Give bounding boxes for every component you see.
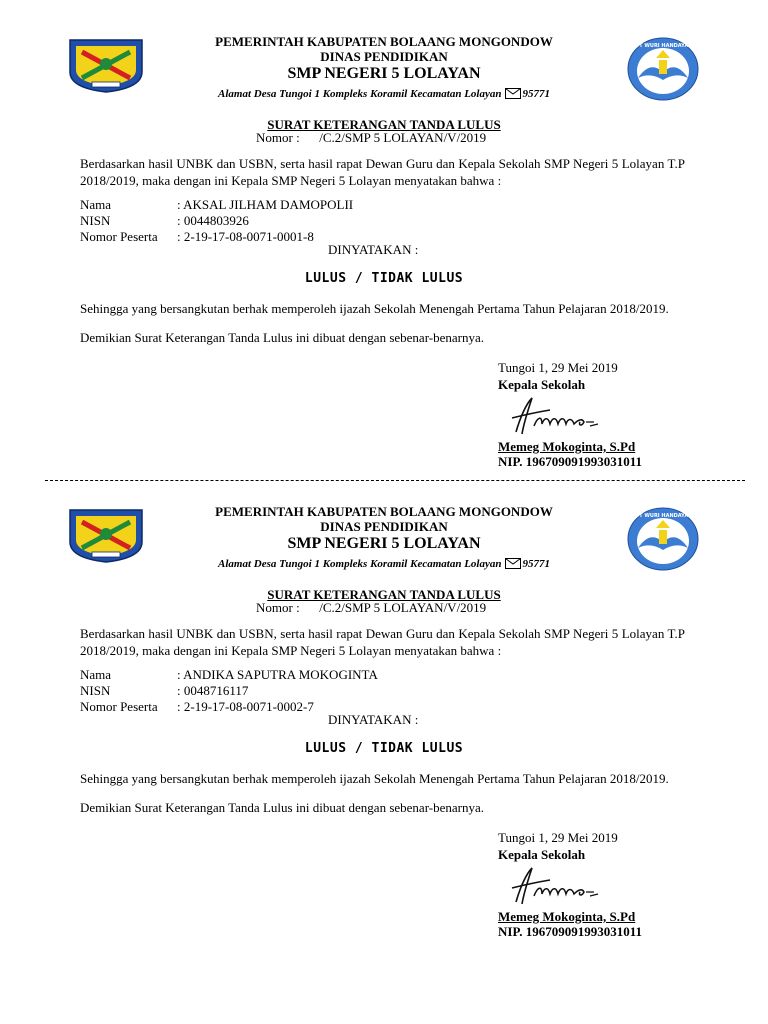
- principal-nip: NIP. 196709091993031011: [498, 924, 642, 939]
- certificate-1: [0, 0, 768, 470]
- student-identity: [80, 197, 353, 245]
- letter-number-label: Nomor :: [256, 130, 300, 145]
- principal-position: Kepala Sekolah: [498, 377, 586, 392]
- intro-paragraph: Berdasarkan hasil UNBK dan USBN, serta hasil rapat Dewan Guru dan Kepala Sekolah SMP Negeri 5 Lolayan T.P 2018/2019, maka dengan ini Kepala SMP Negeri 5 Lolayan menyatakan bahwa :: [80, 156, 685, 188]
- student-identity: [80, 667, 378, 715]
- address-text: Alamat Desa Tungoi 1 Kompleks Koramil Kecamatan Lolayan: [218, 88, 502, 100]
- closing-paragraph: Sehingga yang bersangkutan berhak memperoleh ijazah Sekolah Menengah Pertama Tahun Pelajaran 2018/2019.: [80, 301, 669, 316]
- nisn-label: NISN: [80, 683, 111, 698]
- letter-number: [256, 130, 486, 145]
- letter-number-value: /C.2/SMP 5 LOLAYAN/V/2019: [319, 600, 487, 615]
- letterhead-address: [150, 557, 618, 572]
- envelope-icon: [505, 558, 521, 569]
- closing-paragraph: Sehingga yang bersangkutan berhak memperoleh ijazah Sekolah Menengah Pertama Tahun Pelajaran 2018/2019.: [80, 771, 669, 786]
- student-exam-number-row: [80, 229, 353, 245]
- principal-name: Memeg Mokoginta, S.Pd: [498, 909, 636, 924]
- name-label: Nama: [80, 197, 112, 212]
- letterhead: [150, 34, 618, 102]
- principal-nip: NIP. 196709091993031011: [498, 454, 642, 469]
- closing-statement: Demikian Surat Keterangan Tanda Lulus ini dibuat dengan sebenar-benarnya.: [80, 330, 484, 345]
- graduation-result: LULUS / TIDAK LULUS: [304, 271, 464, 286]
- letterhead-department: DINAS PENDIDIKAN: [320, 519, 448, 534]
- postal-code: 95771: [522, 558, 550, 570]
- place-date: Tungoi 1, 29 Mei 2019: [498, 830, 618, 845]
- exam-number-label: Nomor Peserta: [80, 699, 158, 714]
- certificate-title: SURAT KETERANGAN TANDA LULUS: [267, 117, 501, 132]
- student-name-row: [80, 667, 378, 683]
- postal-code: 95771: [522, 88, 550, 100]
- regency-shield-logo-icon: [68, 38, 144, 94]
- letterhead-school: SMP NEGERI 5 LOLAYAN: [287, 65, 481, 82]
- closing-statement: Demikian Surat Keterangan Tanda Lulus ini dibuat dengan sebenar-benarnya.: [80, 800, 484, 815]
- tut-wuri-handayani-logo-icon: [626, 506, 700, 572]
- letterhead-government: PEMERINTAH KABUPATEN BOLAANG MONGONDOW: [215, 34, 553, 49]
- nisn-label: NISN: [80, 213, 111, 228]
- regency-shield-logo-icon: [68, 508, 144, 564]
- graduation-result: LULUS / TIDAK LULUS: [304, 741, 464, 756]
- letterhead-school: SMP NEGERI 5 LOLAYAN: [287, 535, 481, 552]
- name-label: Nama: [80, 667, 112, 682]
- envelope-icon: [505, 88, 521, 99]
- principal-name: Memeg Mokoginta, S.Pd: [498, 439, 636, 454]
- student-nisn-row: [80, 683, 378, 699]
- certificate-title: SURAT KETERANGAN TANDA LULUS: [267, 587, 501, 602]
- student-name: : ANDIKA SAPUTRA MOKOGINTA: [177, 667, 378, 682]
- letter-number-value: /C.2/SMP 5 LOLAYAN/V/2019: [319, 130, 487, 145]
- letterhead-government: PEMERINTAH KABUPATEN BOLAANG MONGONDOW: [215, 504, 553, 519]
- svg-text:TUT WURI HANDAYANI: TUT WURI HANDAYANI: [631, 43, 695, 49]
- svg-text:TUT WURI HANDAYANI: TUT WURI HANDAYANI: [631, 513, 695, 519]
- letterhead-address: [150, 87, 618, 102]
- letterhead-department: DINAS PENDIDIKAN: [320, 49, 448, 64]
- student-nisn-row: [80, 213, 353, 229]
- place-date: Tungoi 1, 29 Mei 2019: [498, 360, 618, 375]
- certificate-2: [0, 470, 768, 940]
- student-nisn: : 0048716117: [177, 683, 249, 698]
- declared-label: DINYATAKAN :: [328, 242, 419, 257]
- signature-icon: [498, 862, 618, 910]
- address-text: Alamat Desa Tungoi 1 Kompleks Koramil Kecamatan Lolayan: [218, 558, 502, 570]
- letterhead: [150, 504, 618, 572]
- declared-label: DINYATAKAN :: [328, 712, 419, 727]
- letter-number-label: Nomor :: [256, 600, 300, 615]
- principal-position: Kepala Sekolah: [498, 847, 586, 862]
- exam-number-label: Nomor Peserta: [80, 229, 158, 244]
- student-name-row: [80, 197, 353, 213]
- tut-wuri-handayani-logo-icon: [626, 36, 700, 102]
- letter-number: [256, 600, 486, 615]
- student-nisn: : 0044803926: [177, 213, 249, 228]
- intro-paragraph: Berdasarkan hasil UNBK dan USBN, serta hasil rapat Dewan Guru dan Kepala Sekolah SMP Negeri 5 Lolayan T.P 2018/2019, maka dengan ini Kepala SMP Negeri 5 Lolayan menyatakan bahwa :: [80, 626, 685, 658]
- signature-icon: [498, 392, 618, 440]
- student-exam-number: : 2-19-17-08-0071-0001-8: [177, 229, 314, 244]
- student-exam-number: : 2-19-17-08-0071-0002-7: [177, 699, 314, 714]
- student-name: : AKSAL JILHAM DAMOPOLII: [177, 197, 354, 212]
